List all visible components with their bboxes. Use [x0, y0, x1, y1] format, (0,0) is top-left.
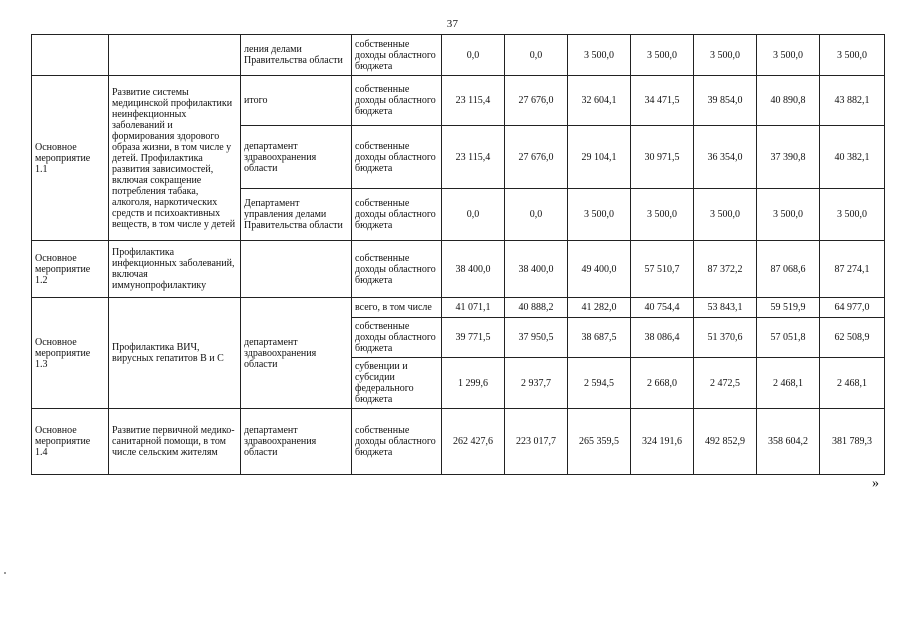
- value-cell: 41 282,0: [568, 298, 631, 318]
- table-row: [32, 298, 885, 318]
- value-cell: 34 471,5: [631, 76, 694, 126]
- scan-speck: [4, 572, 6, 574]
- measure-name: Развитие системы медицинской профилактики неинфекционных заболеваний и формирования здорового образа жизни, в том числе у детей. Профилактика развития зависимостей, включая сокращение потребления табака, алкоголя, наркотических средств и психоактивных веществ, в том числе у детей: [109, 76, 241, 241]
- value-cell: 38 400,0: [442, 241, 505, 298]
- value-cell: 3 500,0: [757, 35, 820, 76]
- source-cell: собственные доходы областного бюджета: [352, 189, 442, 241]
- table-row: [32, 35, 885, 76]
- value-cell: 0,0: [442, 189, 505, 241]
- value-cell: 3 500,0: [568, 189, 631, 241]
- value-cell: 3 500,0: [757, 189, 820, 241]
- executor-cell: департамент здравоохранения области: [241, 409, 352, 475]
- source-cell: всего, в том числе: [352, 298, 442, 318]
- value-cell: 49 400,0: [568, 241, 631, 298]
- value-cell: 39 854,0: [694, 76, 757, 126]
- value-cell: 23 115,4: [442, 76, 505, 126]
- value-cell: 87 372,2: [694, 241, 757, 298]
- measure-name: Профилактика ВИЧ, вирусных гепатитов В и С: [109, 298, 241, 409]
- value-cell: 3 500,0: [631, 35, 694, 76]
- measure-label: Основное мероприятие 1.4: [32, 409, 109, 475]
- value-cell: 1 299,6: [442, 358, 505, 409]
- closing-quote: »: [872, 476, 879, 491]
- value-cell: 41 071,1: [442, 298, 505, 318]
- value-cell: 38 086,4: [631, 318, 694, 358]
- value-cell: 324 191,6: [631, 409, 694, 475]
- source-cell: собственные доходы областного бюджета: [352, 35, 442, 76]
- value-cell: 40 754,4: [631, 298, 694, 318]
- source-cell: собственные доходы областного бюджета: [352, 76, 442, 126]
- value-cell: 38 400,0: [505, 241, 568, 298]
- source-cell: собственные доходы областного бюджета: [352, 409, 442, 475]
- measure-name: Профилактика инфекционных заболеваний, включая иммунопрофилактику: [109, 241, 241, 298]
- table-row: [32, 409, 885, 475]
- value-cell: 40 890,8: [757, 76, 820, 126]
- measure-label: Основное мероприятие 1.1: [32, 76, 109, 241]
- value-cell: 0,0: [442, 35, 505, 76]
- measure-label: Основное мероприятие 1.2: [32, 241, 109, 298]
- value-cell: 53 843,1: [694, 298, 757, 318]
- value-cell: 3 500,0: [820, 189, 885, 241]
- value-cell: 62 508,9: [820, 318, 885, 358]
- value-cell: 23 115,4: [442, 126, 505, 189]
- table-row: [32, 76, 885, 126]
- name-cell: [109, 35, 241, 76]
- value-cell: 51 370,6: [694, 318, 757, 358]
- value-cell: 0,0: [505, 35, 568, 76]
- value-cell: 2 468,1: [820, 358, 885, 409]
- source-cell: собственные доходы областного бюджета: [352, 241, 442, 298]
- page-number: 37: [446, 18, 459, 30]
- executor-cell: департамент здравоохранения области: [241, 298, 352, 409]
- value-cell: 265 359,5: [568, 409, 631, 475]
- value-cell: 59 519,9: [757, 298, 820, 318]
- value-cell: 492 852,9: [694, 409, 757, 475]
- executor-cell: Департамент управления делами Правительства области: [241, 189, 352, 241]
- value-cell: 2 668,0: [631, 358, 694, 409]
- budget-table: [31, 34, 885, 475]
- measure-label: Основное мероприятие 1.3: [32, 298, 109, 409]
- value-cell: 3 500,0: [694, 189, 757, 241]
- value-cell: 3 500,0: [568, 35, 631, 76]
- value-cell: 40 382,1: [820, 126, 885, 189]
- value-cell: 57 510,7: [631, 241, 694, 298]
- value-cell: 87 274,1: [820, 241, 885, 298]
- value-cell: 262 427,6: [442, 409, 505, 475]
- table-row: [32, 241, 885, 298]
- value-cell: 3 500,0: [820, 35, 885, 76]
- value-cell: 27 676,0: [505, 126, 568, 189]
- value-cell: 223 017,7: [505, 409, 568, 475]
- value-cell: 38 687,5: [568, 318, 631, 358]
- value-cell: 30 971,5: [631, 126, 694, 189]
- value-cell: 2 472,5: [694, 358, 757, 409]
- source-cell: собственные доходы областного бюджета: [352, 126, 442, 189]
- source-cell: собственные доходы областного бюджета: [352, 318, 442, 358]
- executor-cell: департамент здравоохранения области: [241, 126, 352, 189]
- value-cell: 2 937,7: [505, 358, 568, 409]
- value-cell: 40 888,2: [505, 298, 568, 318]
- value-cell: 39 771,5: [442, 318, 505, 358]
- value-cell: 29 104,1: [568, 126, 631, 189]
- value-cell: 36 354,0: [694, 126, 757, 189]
- value-cell: 32 604,1: [568, 76, 631, 126]
- value-cell: 64 977,0: [820, 298, 885, 318]
- value-cell: 2 468,1: [757, 358, 820, 409]
- executor-cell: итого: [241, 76, 352, 126]
- value-cell: 57 051,8: [757, 318, 820, 358]
- measure-name: Развитие первичной медико-санитарной помощи, в том числе сельским жителям: [109, 409, 241, 475]
- value-cell: 37 390,8: [757, 126, 820, 189]
- value-cell: 2 594,5: [568, 358, 631, 409]
- value-cell: 3 500,0: [631, 189, 694, 241]
- label-cell: [32, 35, 109, 76]
- source-cell: субвенции и субсидии федерального бюджета: [352, 358, 442, 409]
- executor-cell: ления делами Правительства области: [241, 35, 352, 76]
- value-cell: 3 500,0: [694, 35, 757, 76]
- executor-cell: [241, 241, 352, 298]
- value-cell: 43 882,1: [820, 76, 885, 126]
- value-cell: 358 604,2: [757, 409, 820, 475]
- value-cell: 381 789,3: [820, 409, 885, 475]
- value-cell: 27 676,0: [505, 76, 568, 126]
- value-cell: 87 068,6: [757, 241, 820, 298]
- value-cell: 37 950,5: [505, 318, 568, 358]
- value-cell: 0,0: [505, 189, 568, 241]
